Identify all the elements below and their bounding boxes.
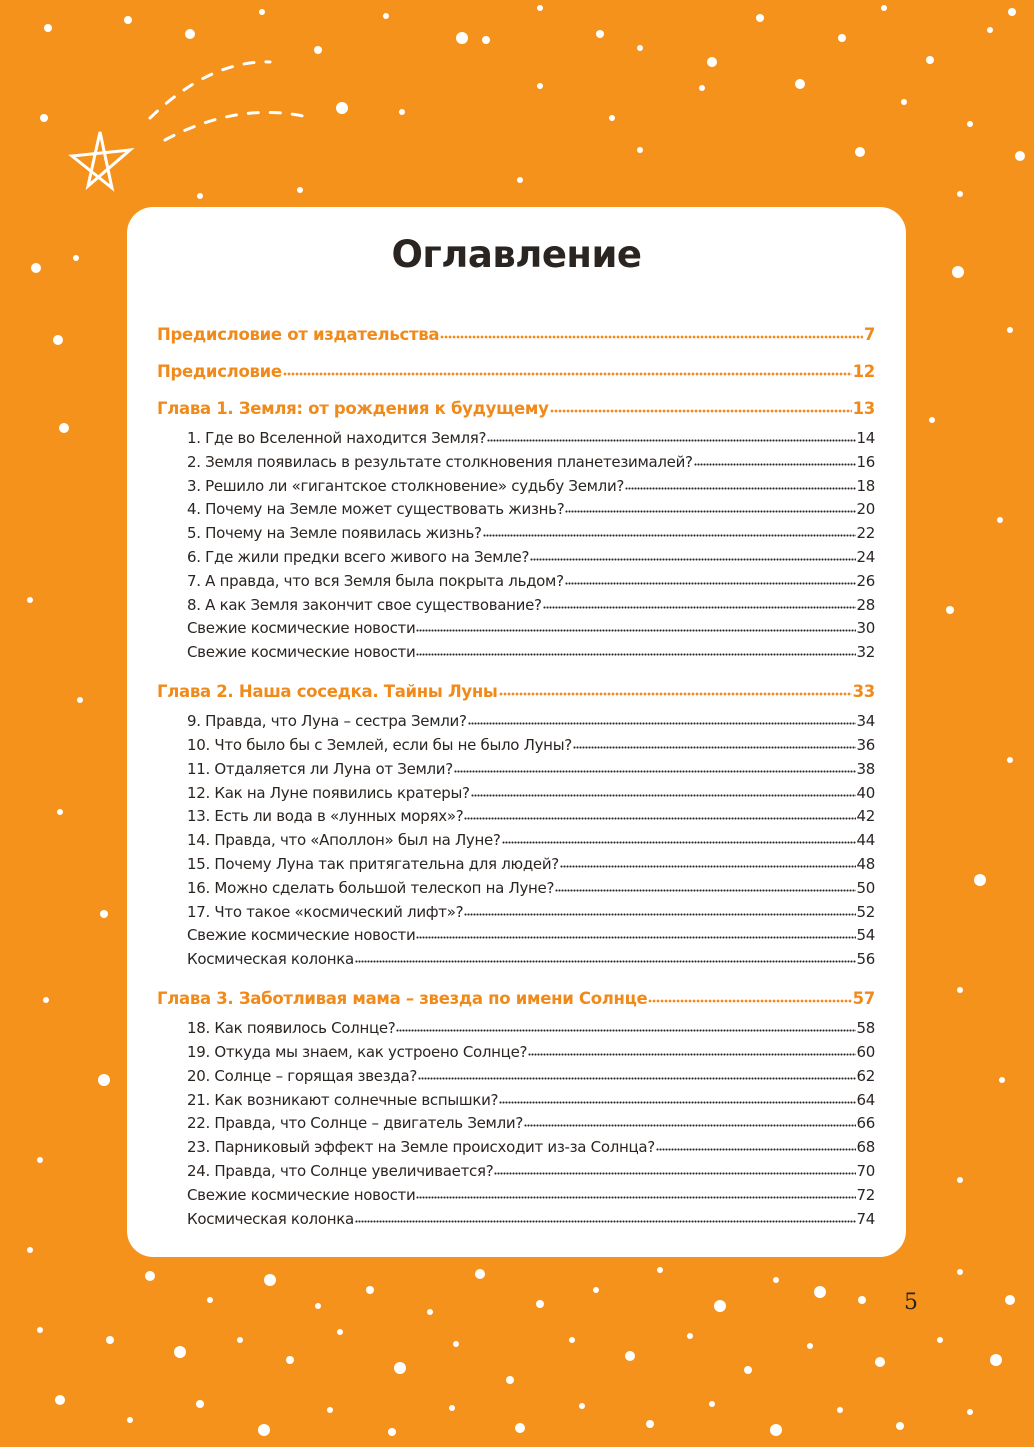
toc-entry-page: 72 [856, 1185, 875, 1204]
toc-entry-label: Глава 1. Земля: от рождения к будущему [157, 399, 549, 418]
toc-item[interactable] [157, 1019, 875, 1037]
dot-leader [396, 1029, 855, 1032]
toc-chapter[interactable] [157, 325, 875, 344]
dot-leader [416, 1196, 855, 1199]
toc-entry-label: 2. Земля появилась в результате столкновения планетезималей? [187, 452, 693, 471]
toc-entry-label: 16. Можно сделать большой телескоп на Луне? [187, 878, 555, 897]
toc-entry-page: 12 [852, 362, 875, 381]
dot-leader [499, 1101, 855, 1104]
dot-leader [418, 1077, 855, 1080]
toc-entry-label: Свежие космические новости [187, 926, 416, 945]
toc-entry-label: 8. А как Земля закончит свое существование? [187, 595, 542, 614]
toc-item[interactable] [157, 784, 875, 802]
toc-item[interactable] [157, 477, 875, 495]
toc-entry-page: 36 [856, 736, 875, 754]
dot-leader [416, 653, 855, 656]
toc-entry-page: 13 [852, 399, 875, 418]
toc-entry-label: 17. Что такое «космический лифт»? [187, 902, 464, 921]
toc-entry-label: 24. Правда, что Солнце увеличивается? [187, 1162, 494, 1180]
dot-leader [543, 606, 856, 609]
toc-entry-label: 9. Правда, что Луна – сестра Земли? [187, 712, 467, 731]
toc-entry-page: 30 [856, 619, 875, 638]
toc-entry-page: 60 [856, 1043, 875, 1061]
dot-leader [560, 865, 856, 868]
toc-entry-label: Глава 2. Наша соседка. Тайны Луны [157, 682, 498, 702]
dot-leader [483, 534, 856, 537]
toc-entry-label: 3. Решило ли «гигантское столкновение» судьбу Земли? [187, 476, 625, 495]
toc-item[interactable] [157, 524, 875, 542]
toc-entry-label: 21. Как возникают солнечные вспышки? [187, 1090, 499, 1109]
dot-leader [464, 817, 855, 820]
toc-entry-label: 12. Как на Луне появились кратеры? [187, 783, 470, 802]
dot-leader [648, 999, 851, 1003]
toc-entry-page: 62 [856, 1066, 875, 1085]
toc-entry-page: 54 [856, 926, 875, 945]
dot-leader [355, 960, 856, 963]
toc-entry-page: 16 [856, 452, 875, 471]
toc-entry-page: 57 [852, 989, 875, 1009]
dot-leader [555, 889, 855, 892]
toc-entry-label: Космическая колонка [187, 1209, 354, 1228]
toc-entry-label: 23. Парниковый эффект на Земле происходит из-за Солнца? [187, 1138, 655, 1157]
toc-chapter[interactable] [157, 362, 875, 381]
shooting-star-trail [150, 62, 270, 118]
toc-entry-page: 56 [856, 950, 875, 969]
toc-entry-label: 18. Как появилось Солнце? [187, 1019, 396, 1038]
toc-entry-label: 22. Правда, что Солнце – двигатель Земли? [187, 1114, 523, 1133]
toc-item[interactable] [157, 903, 875, 921]
toc-item[interactable] [157, 548, 875, 566]
toc-entry-page: 28 [856, 595, 875, 614]
toc-entry-page: 32 [856, 643, 875, 662]
toc-chapter[interactable] [157, 399, 875, 418]
toc-item[interactable] [157, 453, 875, 471]
toc-item[interactable] [157, 1114, 875, 1132]
toc-entry-label: 1. Где во Вселенной находится Земля? [187, 429, 487, 447]
toc-entry-page: 26 [856, 571, 875, 590]
toc-item[interactable] [157, 1210, 875, 1228]
toc-entry-label: Свежие космические новости [187, 643, 416, 662]
dot-leader [573, 746, 856, 749]
toc-item[interactable] [157, 643, 875, 661]
dot-leader [502, 841, 856, 844]
toc-item[interactable] [157, 1067, 875, 1085]
toc-entry-page: 38 [856, 759, 875, 778]
toc-entry-page: 20 [856, 500, 875, 519]
dot-leader [524, 1124, 856, 1127]
dot-leader [355, 1220, 856, 1223]
toc-item[interactable] [157, 879, 875, 897]
toc-entry-page: 42 [856, 807, 875, 826]
toc-entry-label: Глава 3. Заботливая мама – звезда по имени Солнце [157, 989, 648, 1009]
toc-item[interactable] [157, 760, 875, 778]
toc-entry-page: 48 [856, 855, 875, 873]
dot-leader [565, 510, 855, 513]
toc-item[interactable] [157, 429, 875, 447]
toc-item[interactable] [157, 500, 875, 518]
toc-entry-label: 7. А правда, что вся Земля была покрыта льдом? [187, 571, 564, 590]
toc-entry-label: 4. Почему на Земле может существовать жизнь? [187, 500, 565, 519]
toc-item[interactable] [157, 1043, 875, 1061]
toc-entry-label: Предисловие [157, 362, 282, 381]
toc-item[interactable] [157, 1091, 875, 1109]
toc-entry-page: 33 [852, 682, 875, 702]
toc-entry-page: 66 [856, 1114, 875, 1133]
toc-entry-label: 14. Правда, что «Аполлон» был на Луне? [187, 831, 501, 850]
toc-entry-label: Космическая колонка [187, 950, 354, 969]
toc-item[interactable] [157, 855, 875, 873]
toc-item[interactable] [157, 596, 875, 614]
dot-leader [416, 629, 855, 632]
dot-leader [283, 372, 852, 376]
dot-leader [468, 722, 856, 725]
dot-leader [550, 409, 852, 413]
dot-leader [440, 335, 863, 339]
toc-item[interactable] [157, 736, 875, 754]
dot-leader [471, 794, 856, 797]
toc-entry-page: 14 [856, 429, 875, 447]
dot-leader [625, 487, 855, 490]
toc-item[interactable] [157, 572, 875, 590]
dot-leader [565, 582, 856, 585]
toc-entry-label: 20. Солнце – горящая звезда? [187, 1066, 418, 1085]
dot-leader [499, 692, 852, 696]
toc-item[interactable] [157, 1162, 875, 1180]
toc-entry-label: 15. Почему Луна так притягательна для людей? [187, 855, 559, 873]
dot-leader [528, 1053, 855, 1056]
dot-leader [416, 936, 855, 939]
toc-entry-page: 22 [856, 524, 875, 543]
toc-entry-label: Свежие космические новости [187, 619, 416, 638]
toc-item[interactable] [157, 712, 875, 730]
toc-chapter[interactable] [157, 682, 875, 701]
toc-entry-page: 40 [856, 783, 875, 802]
toc-item[interactable] [157, 619, 875, 637]
dot-leader [694, 463, 856, 466]
toc-entry-page: 68 [856, 1138, 875, 1157]
toc-item[interactable] [157, 950, 875, 968]
toc-item[interactable] [157, 1138, 875, 1156]
toc-entry-label: 5. Почему на Земле появилась жизнь? [187, 524, 482, 543]
toc-entry-page: 74 [856, 1209, 875, 1228]
toc-entry-page: 18 [856, 476, 875, 495]
toc-entry-page: 58 [856, 1019, 875, 1038]
dot-leader [656, 1148, 856, 1151]
toc-entry-label: 6. Где жили предки всего живого на Земле? [187, 548, 530, 566]
toc-entry-page: 34 [856, 712, 875, 731]
dot-leader [494, 1172, 855, 1175]
toc-entry-page: 64 [856, 1090, 875, 1109]
page-title: Оглавление [391, 233, 642, 276]
dot-leader [464, 913, 855, 916]
toc-item[interactable] [157, 831, 875, 849]
star-icon [72, 132, 130, 188]
toc-chapter[interactable] [157, 989, 875, 1008]
toc-entry-label: Свежие космические новости [187, 1185, 416, 1204]
toc-entry-label: 19. Откуда мы знаем, как устроено Солнце? [187, 1043, 528, 1061]
toc-card [127, 207, 906, 1257]
toc-item[interactable] [157, 807, 875, 825]
toc-entry-label: 10. Что было бы с Землей, если бы не было Луны? [187, 736, 572, 754]
dot-leader [487, 439, 855, 442]
page-number: 5 [904, 1290, 918, 1315]
toc-entry-page: 24 [856, 548, 875, 566]
toc-entry-label: Предисловие от издательства [157, 325, 440, 344]
toc-entry-page: 70 [856, 1162, 875, 1180]
toc-entry-page: 7 [863, 325, 875, 344]
toc-entry-page: 50 [856, 878, 875, 897]
toc-item[interactable] [157, 1186, 875, 1204]
toc-entry-page: 52 [856, 902, 875, 921]
toc-entry-label: 13. Есть ли вода в «лунных морях»? [187, 807, 464, 826]
toc-item[interactable] [157, 926, 875, 944]
dot-leader [530, 558, 855, 561]
toc-entry-page: 44 [856, 831, 875, 850]
dot-leader [454, 770, 856, 773]
toc-entry-label: 11. Отдаляется ли Луна от Земли? [187, 759, 453, 778]
